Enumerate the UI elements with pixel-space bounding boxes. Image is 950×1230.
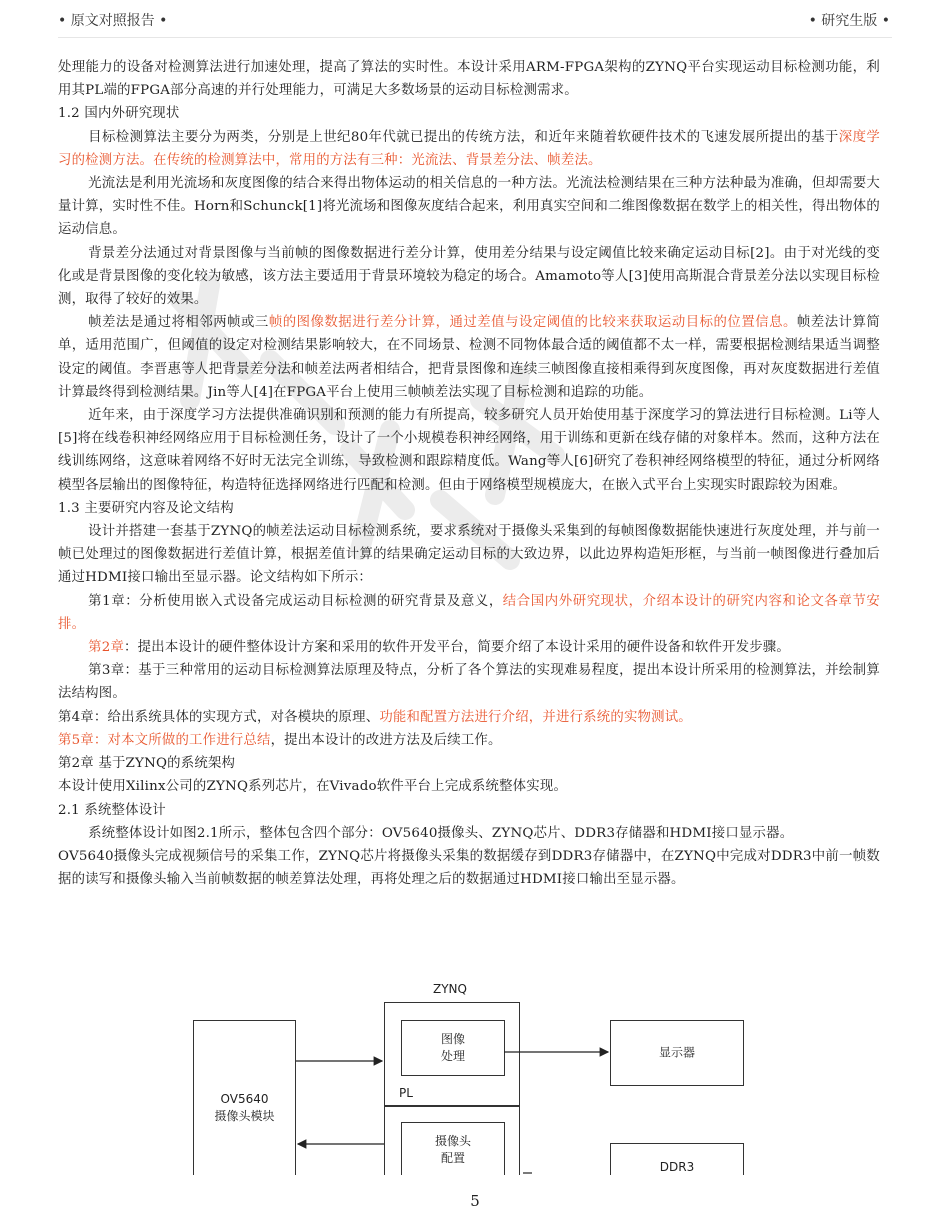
- paragraph-6: [58, 404, 880, 497]
- paragraph-16: [58, 799, 880, 822]
- page-number: 5: [470, 1192, 480, 1210]
- paragraph-15: [58, 775, 880, 798]
- highlighted-text: 第5章：对本文所做的工作进行总结: [58, 732, 271, 748]
- paragraph-14: [58, 752, 880, 775]
- paragraph-3: [58, 172, 880, 242]
- header-left-title: • 原文对照报告 •: [58, 13, 168, 29]
- text-span: 设计并搭建一套基于ZYNQ的帧差法运动目标检测系统，要求系统对于摄像头采集到的每帧图像数据能快速进行灰度处理，并与前一帧已处理过的图像数据进行差值计算，根据差值计算的结果确定运动目标的大致边界，以此边界构造矩形框，与当前一帧图像进行叠加后通过HDMI接口输出至显示器。论文结构如下所示：: [58, 524, 880, 586]
- text-span: 目标检测算法主要分为两类，分别是上世纪80年代就已提出的传统方法，和近年来随着软硬件技术的飞速发展所提出的基于: [88, 129, 839, 145]
- ddr3-label: DDR3: [659, 1160, 695, 1174]
- paragraph-7: [58, 497, 880, 520]
- zynq-label: ZYNQ: [433, 982, 467, 996]
- paragraph-11: [58, 659, 880, 705]
- text-span: 帧差法是通过将相邻两帧或三: [88, 315, 269, 331]
- figure-system-architecture: [0, 960, 950, 1175]
- text-span: 第3章：基于三种常用的运动目标检测算法原理及特点，分析了各个算法的实现难易程度，提出本设计所采用的检测算法，并绘制算法结构图。: [58, 663, 880, 702]
- text-span: ：提出本设计的硬件整体设计方案和采用的软件开发平台，简要介绍了本设计采用的硬件设备和软件开发步骤。: [124, 640, 790, 656]
- text-span: OV5640摄像头完成视频信号的采集工作，ZYNQ芯片将摄像头采集的数据缓存到DDR3存储器中，在ZYNQ中完成对DDR3中前一帧数据的读写和摄像头输入当前帧数据的帧差算法处理，再将处理之后的数据通过HDMI接口输出至显示器。: [58, 848, 880, 888]
- text-span: 1.2 国内外研究现状: [58, 106, 180, 122]
- text-span: 第4章：给出系统具体的实现方式，对各模块的原理、: [58, 709, 380, 725]
- pl-label: PL: [399, 1086, 413, 1100]
- text-span: 处理能力的设备对检测算法进行加速处理，提高了算法的实时性。本设计采用ARM-FPGA架构的ZYNQ平台实现运动目标检测功能，利用其PL端的FPGA部分高速的并行处理能力，可满足大多数场景的运动目标检测需求。: [58, 60, 880, 99]
- camera-config-label: 摄像头 配置: [434, 1134, 471, 1165]
- highlighted-text: 深度学习的检测方法。在传统的检测算法中，常用的方法有三种：光流法、背景差分法、帧差法。: [58, 129, 880, 168]
- highlighted-text: 帧的图像数据进行差分计算，通过差值与设定阈值的比较来获取运动目标的位置信息。: [268, 315, 797, 331]
- diagram-connectors: [0, 960, 950, 1175]
- paragraph-9: [58, 590, 880, 636]
- text-span: 第2章 基于ZYNQ的系统架构: [58, 756, 236, 772]
- paragraph-1: [58, 102, 880, 125]
- text-span: 背景差分法通过对背景图像与当前帧的图像数据进行差分计算，使用差分结果与设定阈值比较来确定运动目标[2]。由于对光线的变化或是背景图像的变化较为敏感，该方法主要适用于背景环境较为稳定的场合。Amamoto等人[3]使用高斯混合背景差分法以实现目标检测，取得了较好的效果。: [58, 245, 880, 308]
- paragraph-2: [58, 126, 880, 172]
- paragraph-0: [58, 56, 880, 102]
- text-span: 本设计使用Xilinx公司的ZYNQ系列芯片，在Vivado软件平台上完成系统整体实现。: [58, 779, 568, 795]
- text-span: 光流法是利用光流场和灰度图像的结合来得出物体运动的相关信息的一种方法。光流法检测结果在三种方法种最为准确，但却需要大量计算，实时性不佳。Horn和Schunck[1]将光流场和图像灰度结合起来，利用真实空间和二维图像数据在数学上的相关性，得出物体的运动信息。: [58, 176, 880, 238]
- document-body: [58, 56, 880, 891]
- paragraph-10: [58, 636, 880, 659]
- paragraph-12: [58, 706, 880, 729]
- text-span: 第1章：分析使用嵌入式设备完成运动目标检测的研究背景及意义，: [88, 593, 503, 609]
- highlighted-text: 结合国内外研究现状，介绍本设计的研究内容和论文各章节安排。: [58, 593, 880, 632]
- paragraph-8: [58, 520, 880, 590]
- camera-module-label: OV5640 摄像头模块: [214, 1092, 275, 1123]
- paragraph-5: [58, 311, 880, 404]
- display-label: 显示器: [658, 1045, 695, 1060]
- text-span: ，提出本设计的改进方法及后续工作。: [270, 732, 502, 748]
- text-span: 1.3 主要研究内容及论文结构: [58, 500, 234, 516]
- text-span: 帧差法计算简单，适用范围广，但阈值的设定对检测结果影响较大，在不同场景、检测不同物体最合适的阈值都不太一样，需要根据检测结果适当调整设定的阈值。李晋惠等人把背景差分法和帧差法两者相结合，把背景图像和连续三帧图像直接相乘得到灰度图像，再对灰度数据进行差值计算最终得到检测结果。Jin等人[4]在FPGA平台上使用三帧帧差法实现了目标检测和追踪的功能。: [58, 315, 880, 400]
- paragraph-13: [58, 729, 880, 752]
- paragraph-18: [58, 845, 880, 891]
- paragraph-17: [58, 822, 880, 845]
- highlighted-text: 第2章: [88, 640, 125, 656]
- image-processing-label: 图像 处理: [440, 1032, 465, 1063]
- page-header: [58, 10, 890, 32]
- paragraph-4: [58, 242, 880, 312]
- header-divider: [58, 37, 892, 38]
- text-span: 2.1 系统整体设计: [58, 802, 166, 818]
- text-span: 系统整体设计如图2.1所示，整体包含四个部分：OV5640摄像头、ZYNQ芯片、DDR3存储器和HDMI接口显示器。: [88, 825, 794, 841]
- text-span: 近年来，由于深度学习方法提供准确识别和预测的能力有所提高，较多研究人员开始使用基于深度学习的算法进行目标检测。Li等人[5]将在线卷积神经网络应用于目标检测任务，设计了一个小规模卷积神经网络，用于训练和更新在线存储的对象样本。然而，这种方法在线训练网络，这意味着网络不好时无法完全训练，导致检测和跟踪精度低。Wang等人[6]研究了卷积神经网络模型的特征，通过分析网络模型各层输出的图像特征，构造特征选择网络进行匹配和检测。但由于网络模型规模庞大，在嵌入式平台上实现实时跟踪较为困难。: [58, 408, 880, 493]
- header-right-title: • 研究生版 •: [808, 13, 890, 29]
- highlighted-text: 功能和配置方法进行介绍，并进行系统的实物测试。: [379, 709, 692, 725]
